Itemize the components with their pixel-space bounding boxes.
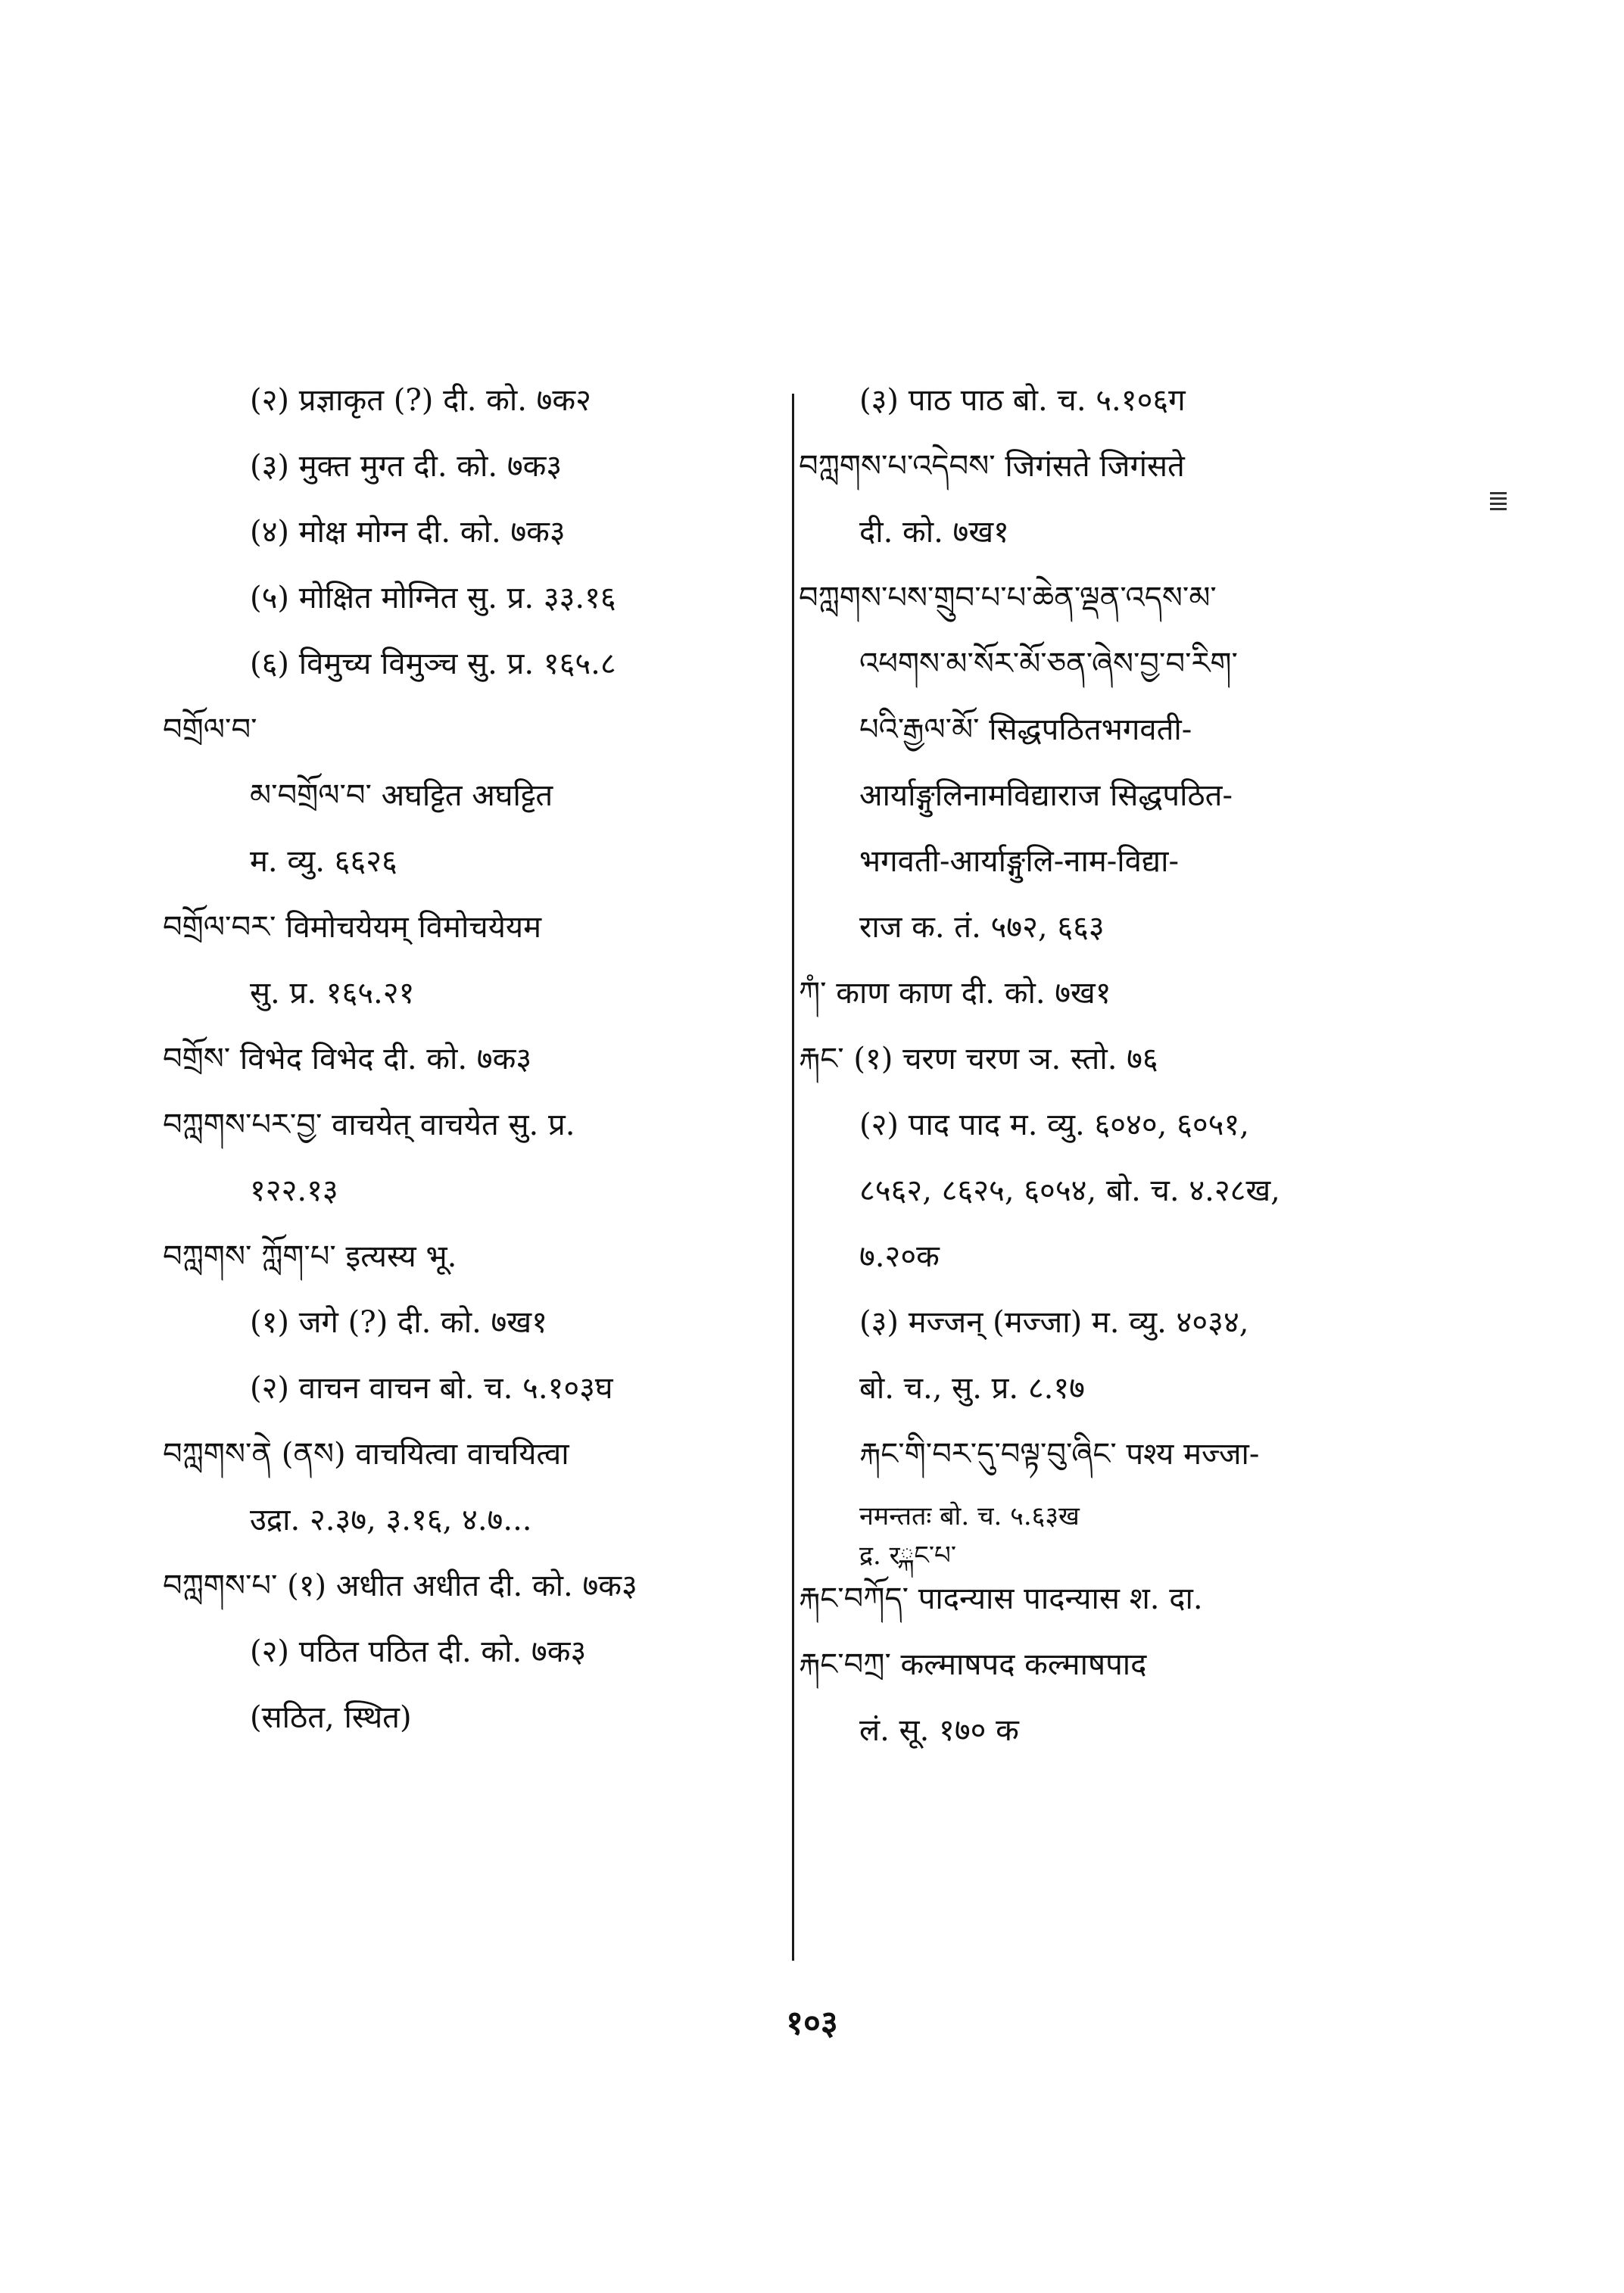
entry-line: राज क. तं. ५७२, ६६३ bbox=[859, 910, 1105, 945]
entry-headword-line: བཀླགས་ ཀློག་པ་ इत्यस्य भू. bbox=[163, 1239, 457, 1274]
entry-line: རྐང་གི་བར་དུ་བལྟ་བུ་ཞིང་ पश्य मज्जा- bbox=[859, 1437, 1260, 1472]
entry-line: नमन्ततः बो. च. ५.६३ख bbox=[859, 1501, 1080, 1531]
entry-headword-line: བགྲོལ་བར་ विमोचयेयम् विमोचयेयम bbox=[163, 910, 542, 945]
entry-line: ८५६२, ८६२५, ६०५४, बो. च. ४.२८ख, bbox=[859, 1173, 1280, 1208]
entry-line: (१) जगे (?) दी. को. ७ख१ bbox=[250, 1305, 547, 1340]
entry-headword-line: བཀླགས་པ་ (१) अधीत अधीत दी. को. ७क३ bbox=[163, 1569, 637, 1603]
entry-line: (४) मोक्ष मोग्न दी. को. ७क३ bbox=[250, 515, 566, 550]
entry-line: པའི་རྒྱལ་མོ་ सिद्धपठितभगवती- bbox=[859, 712, 1192, 747]
entry-headword-line: བཀླགས་ནེ (ནས) वाचयित्वा वाचयित्वा bbox=[163, 1437, 569, 1472]
entry-line: द्र. रྐང་པ་ bbox=[859, 1541, 956, 1571]
entry-headword-line: བཀླགས་པས་གྲུབ་པ་པ་ཆེན་ལྡན་འདས་མ་ bbox=[799, 581, 1217, 615]
entry-headword-line: རྐང་ (१) चरण चरण ञ. स्तो. ७६ bbox=[799, 1042, 1158, 1076]
left-column bbox=[163, 379, 791, 1762]
right-column bbox=[799, 379, 1435, 1774]
entry-line: (३) मज्जन् (मज्जा) म. व्यु. ४०३४, bbox=[859, 1305, 1249, 1340]
entry-line: (२) पठित पठित दी. को. ७क३ bbox=[250, 1634, 587, 1669]
entry-line: म. व्यु. ६६२६ bbox=[250, 844, 397, 879]
entry-headword-line: བཀླགས་པར་བྱ་ वाचयेत् वाचयेत सु. प्र. bbox=[163, 1108, 575, 1142]
entry-headword-line: བཀླགས་པ་འདེབས་ जिगंसते जिगंसते bbox=[799, 449, 1185, 484]
entry-headword-line: ཀཾ་ काण काण दी. को. ७ख१ bbox=[799, 976, 1111, 1011]
column-divider bbox=[792, 394, 794, 1961]
entry-line: उद्रा. २.३७, ३.१६, ४.७... bbox=[250, 1503, 532, 1537]
entry-line: (३) पाठ पाठ बो. च. ५.१०६ग bbox=[859, 383, 1186, 418]
entry-line: (२) वाचन वाचन बो. च. ५.१०३घ bbox=[250, 1371, 613, 1406]
page-number: १०३ bbox=[786, 2004, 838, 2042]
margin-mark bbox=[1490, 492, 1507, 521]
entry-line: (५) मोक्षित मोग्नित सु. प्र. ३३.१६ bbox=[250, 581, 616, 615]
entry-line: दी. को. ७ख१ bbox=[859, 515, 1009, 550]
entry-line: ७.२०क bbox=[859, 1239, 940, 1274]
entry-line: सु. प्र. १६५.२१ bbox=[250, 976, 415, 1011]
entry-line: आर्याङ्गुलिनामविद्याराज सिद्धपठित- bbox=[859, 778, 1233, 813]
entry-line: མ་བགྲོལ་བ་ अघट्टित अघट्टित bbox=[250, 778, 553, 813]
entry-line: भगवती-आर्याङ्गुलि-नाम-विद्या- bbox=[859, 844, 1179, 879]
entry-line: (६) विमुच्य विमुञ्च सु. प्र. १६५.८ bbox=[250, 646, 616, 681]
entry-line: འཕགས་མ་སོར་མོ་ཅན་ཞེས་བྱ་བ་རིག་ bbox=[859, 646, 1238, 681]
entry-headword-line: བགྲོལ་བ་ bbox=[163, 712, 257, 747]
entry-headword-line: བགྲོས་ विभेद विभेद दी. को. ७क३ bbox=[163, 1042, 532, 1076]
entry-line: (३) मुक्त मुग्त दी. को. ७क३ bbox=[250, 449, 563, 484]
entry-headword-line: རྐང་བཀྲ་ कल्माषपद कल्माषपाद bbox=[799, 1647, 1147, 1682]
entry-headword-line: རྐང་བཀོད་ पादन्यास पादन्यास श. दा. bbox=[799, 1581, 1203, 1616]
entry-line: (सठित, स्थित) bbox=[250, 1700, 412, 1735]
entry-line: बो. च., सु. प्र. ८.१७ bbox=[859, 1371, 1085, 1406]
entry-line: (२) पाद पाद म. व्यु. ६०४०, ६०५१, bbox=[859, 1108, 1249, 1142]
entry-line: १२२.१३ bbox=[250, 1173, 338, 1208]
entry-line: (२) प्रज्ञाकृत (?) दी. को. ७क२ bbox=[250, 383, 591, 418]
entry-line: लं. सू. १७० क bbox=[859, 1713, 1019, 1748]
